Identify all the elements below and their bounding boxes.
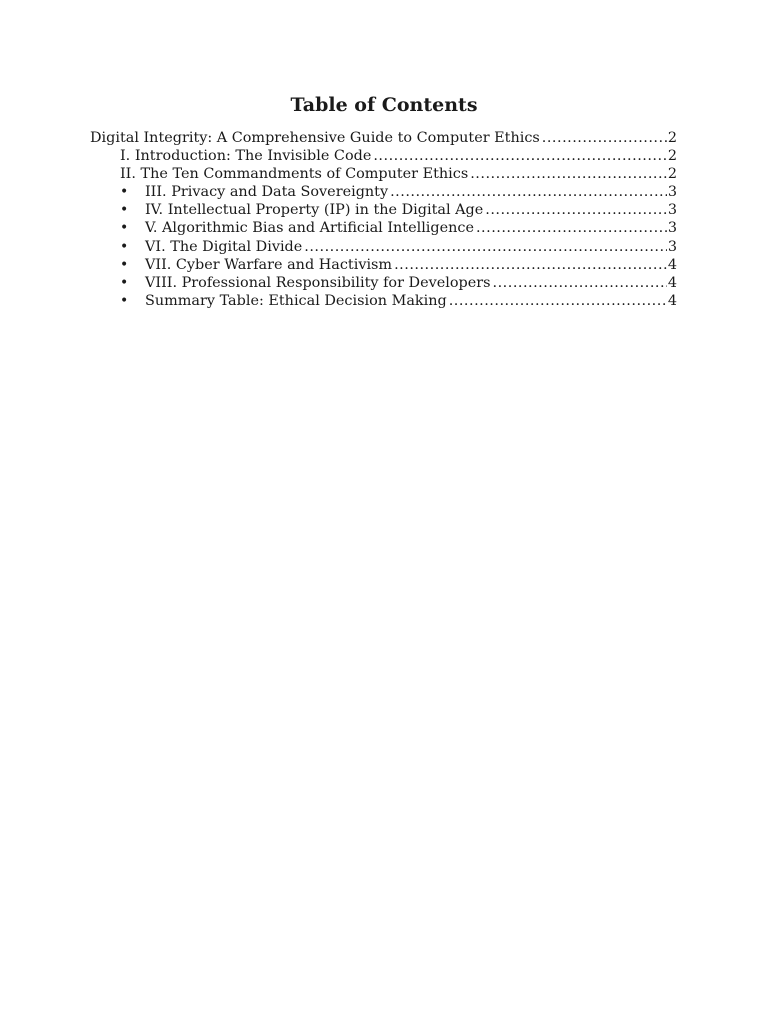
toc-page-number: 3: [667, 238, 677, 255]
toc-entry-text: II. The Ten Commandments of Computer Ethics: [120, 166, 469, 183]
bullet-icon: •: [120, 184, 129, 201]
toc-page-number: 4: [667, 292, 677, 309]
toc-entry-text: Summary Table: Ethical Decision Making: [145, 292, 447, 309]
toc-page-number: 3: [667, 184, 677, 201]
toc-page-number: 2: [667, 130, 677, 146]
bullet-icon: •: [120, 292, 129, 309]
toc-entry-text: III. Privacy and Data Sovereignty: [145, 184, 389, 201]
toc-entry-text: VI. The Digital Divide: [145, 238, 303, 255]
toc-page-number: 4: [667, 274, 677, 291]
toc-entry-text: VII. Cyber Warfare and Hactivism: [145, 256, 393, 273]
bullet-icon: •: [120, 274, 129, 291]
toc-entry[interactable]: [90, 183, 677, 201]
toc-page-number: 3: [667, 202, 677, 219]
dot-leader: [449, 292, 667, 310]
toc-entry-text: V. Algorithmic Bias and Artificial Intelligence: [145, 220, 474, 237]
dot-leader: [542, 129, 667, 147]
toc-entry[interactable]: [90, 165, 677, 183]
toc-list: [90, 129, 677, 310]
dot-leader: [476, 219, 667, 237]
toc-entry[interactable]: [90, 238, 677, 256]
toc-page-number: 2: [667, 166, 677, 183]
toc-entry[interactable]: [90, 219, 677, 237]
toc-title: Table of Contents: [290, 94, 478, 116]
toc-entry-text: I. Introduction: The Invisible Code: [120, 148, 372, 165]
bullet-icon: •: [120, 202, 129, 219]
toc-page-number: 2: [667, 148, 677, 165]
toc-entry[interactable]: [90, 274, 677, 292]
dot-leader: [394, 256, 667, 274]
toc-entry-text: VIII. Professional Responsibility for Developers: [145, 274, 491, 291]
dot-leader: [304, 238, 667, 256]
toc-page-number: 4: [667, 256, 677, 273]
toc-entry[interactable]: [90, 201, 677, 219]
bullet-icon: •: [120, 238, 129, 255]
dot-leader: [373, 147, 667, 165]
dot-leader: [390, 183, 667, 201]
toc-entry-text: Digital Integrity: A Comprehensive Guide to Computer Ethics: [90, 130, 540, 146]
toc-page-number: 3: [667, 220, 677, 237]
bullet-icon: •: [120, 220, 129, 237]
toc-entry[interactable]: [90, 256, 677, 274]
toc-entry[interactable]: [90, 292, 677, 310]
toc-entry[interactable]: [90, 129, 677, 147]
toc-entry[interactable]: [90, 147, 677, 165]
dot-leader: [493, 274, 667, 292]
dot-leader: [485, 201, 667, 219]
bullet-icon: •: [120, 256, 129, 273]
toc-entry-text: IV. Intellectual Property (IP) in the Digital Age: [145, 202, 484, 219]
dot-leader: [470, 165, 667, 183]
